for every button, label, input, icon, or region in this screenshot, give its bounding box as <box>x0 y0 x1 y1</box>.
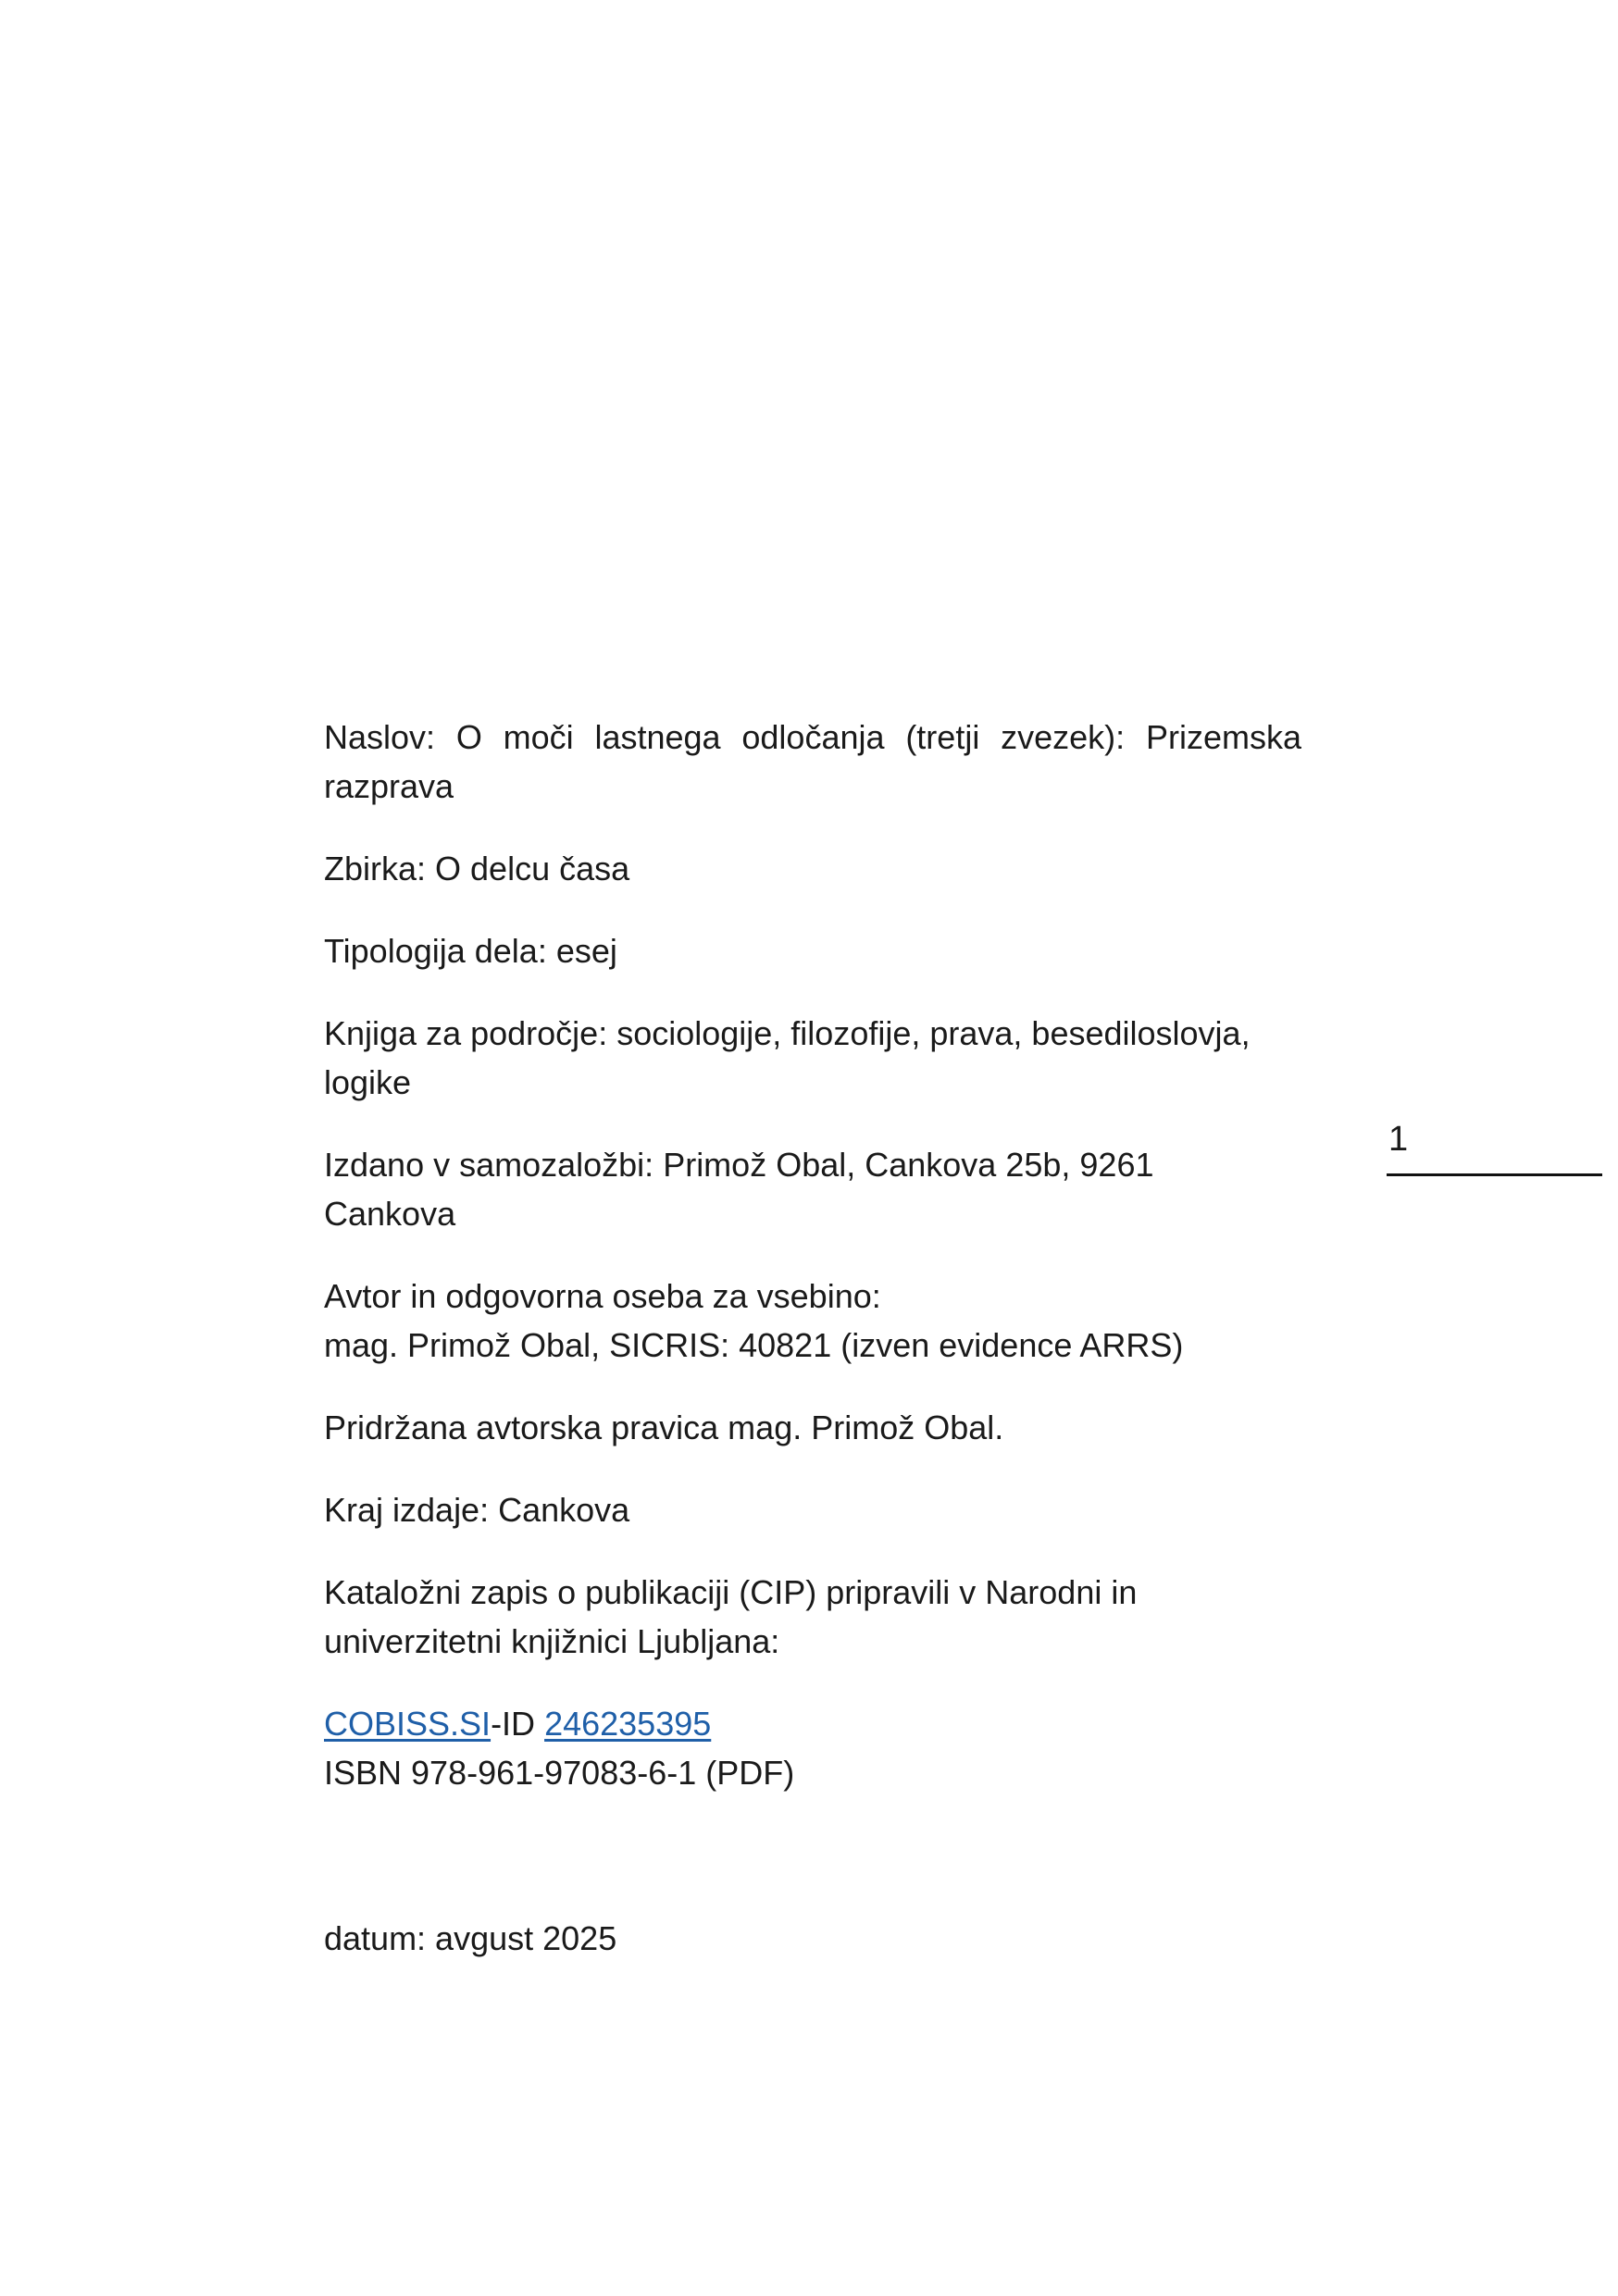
author-paragraph <box>324 1272 1301 1370</box>
title-paragraph <box>324 713 1301 811</box>
page-number-rule <box>1387 1173 1602 1176</box>
cip-line-2: univerzitetni knjižnici Ljubljana: <box>324 1622 780 1660</box>
imprint-block <box>324 713 1301 1996</box>
author-line-2: mag. Primož Obal, SICRIS: 40821 (izven evidence ARRS) <box>324 1326 1184 1364</box>
publisher-paragraph <box>324 1140 1301 1238</box>
publisher-line-1: Izdano v samozaložbi: Primož Obal, Cankova 25b, 9261 <box>324 1146 1154 1184</box>
cip-paragraph <box>324 1568 1301 1666</box>
fields-line: Knjiga za področje: sociologije, filozofije, prava, besediloslovja, logike <box>324 1014 1251 1101</box>
title-label: Naslov: <box>324 718 436 756</box>
publisher-line-2: Cankova <box>324 1195 456 1233</box>
date-line: datum: avgust 2025 <box>324 1919 617 1957</box>
copyright-line: Pridržana avtorska pravica mag. Primož Obal. <box>324 1409 1004 1446</box>
cobiss-id-link[interactable]: 246235395 <box>544 1705 712 1743</box>
place-line: Kraj izdaje: Cankova <box>324 1491 630 1529</box>
catalog-ids <box>324 1699 1301 1797</box>
isbn-line: ISBN 978-961-97083-6-1 (PDF) <box>324 1754 795 1792</box>
cobiss-link[interactable]: COBISS.SI <box>324 1705 492 1743</box>
title-value: O moči lastnega odločanja (tretji zvezek): Prizemska razprava <box>324 718 1301 805</box>
cobiss-id-prefix: -ID <box>491 1705 545 1743</box>
vertical-spacer <box>324 1831 1301 1914</box>
page-number: 1 <box>1388 1120 1409 1159</box>
collection-line: Zbirka: O delcu časa <box>324 850 630 887</box>
author-line-1: Avtor in odgovorna oseba za vsebino: <box>324 1277 881 1315</box>
typology-line: Tipologija dela: esej <box>324 932 617 970</box>
cip-line-1: Kataložni zapis o publikaciji (CIP) pripravili v Narodni in <box>324 1573 1138 1611</box>
